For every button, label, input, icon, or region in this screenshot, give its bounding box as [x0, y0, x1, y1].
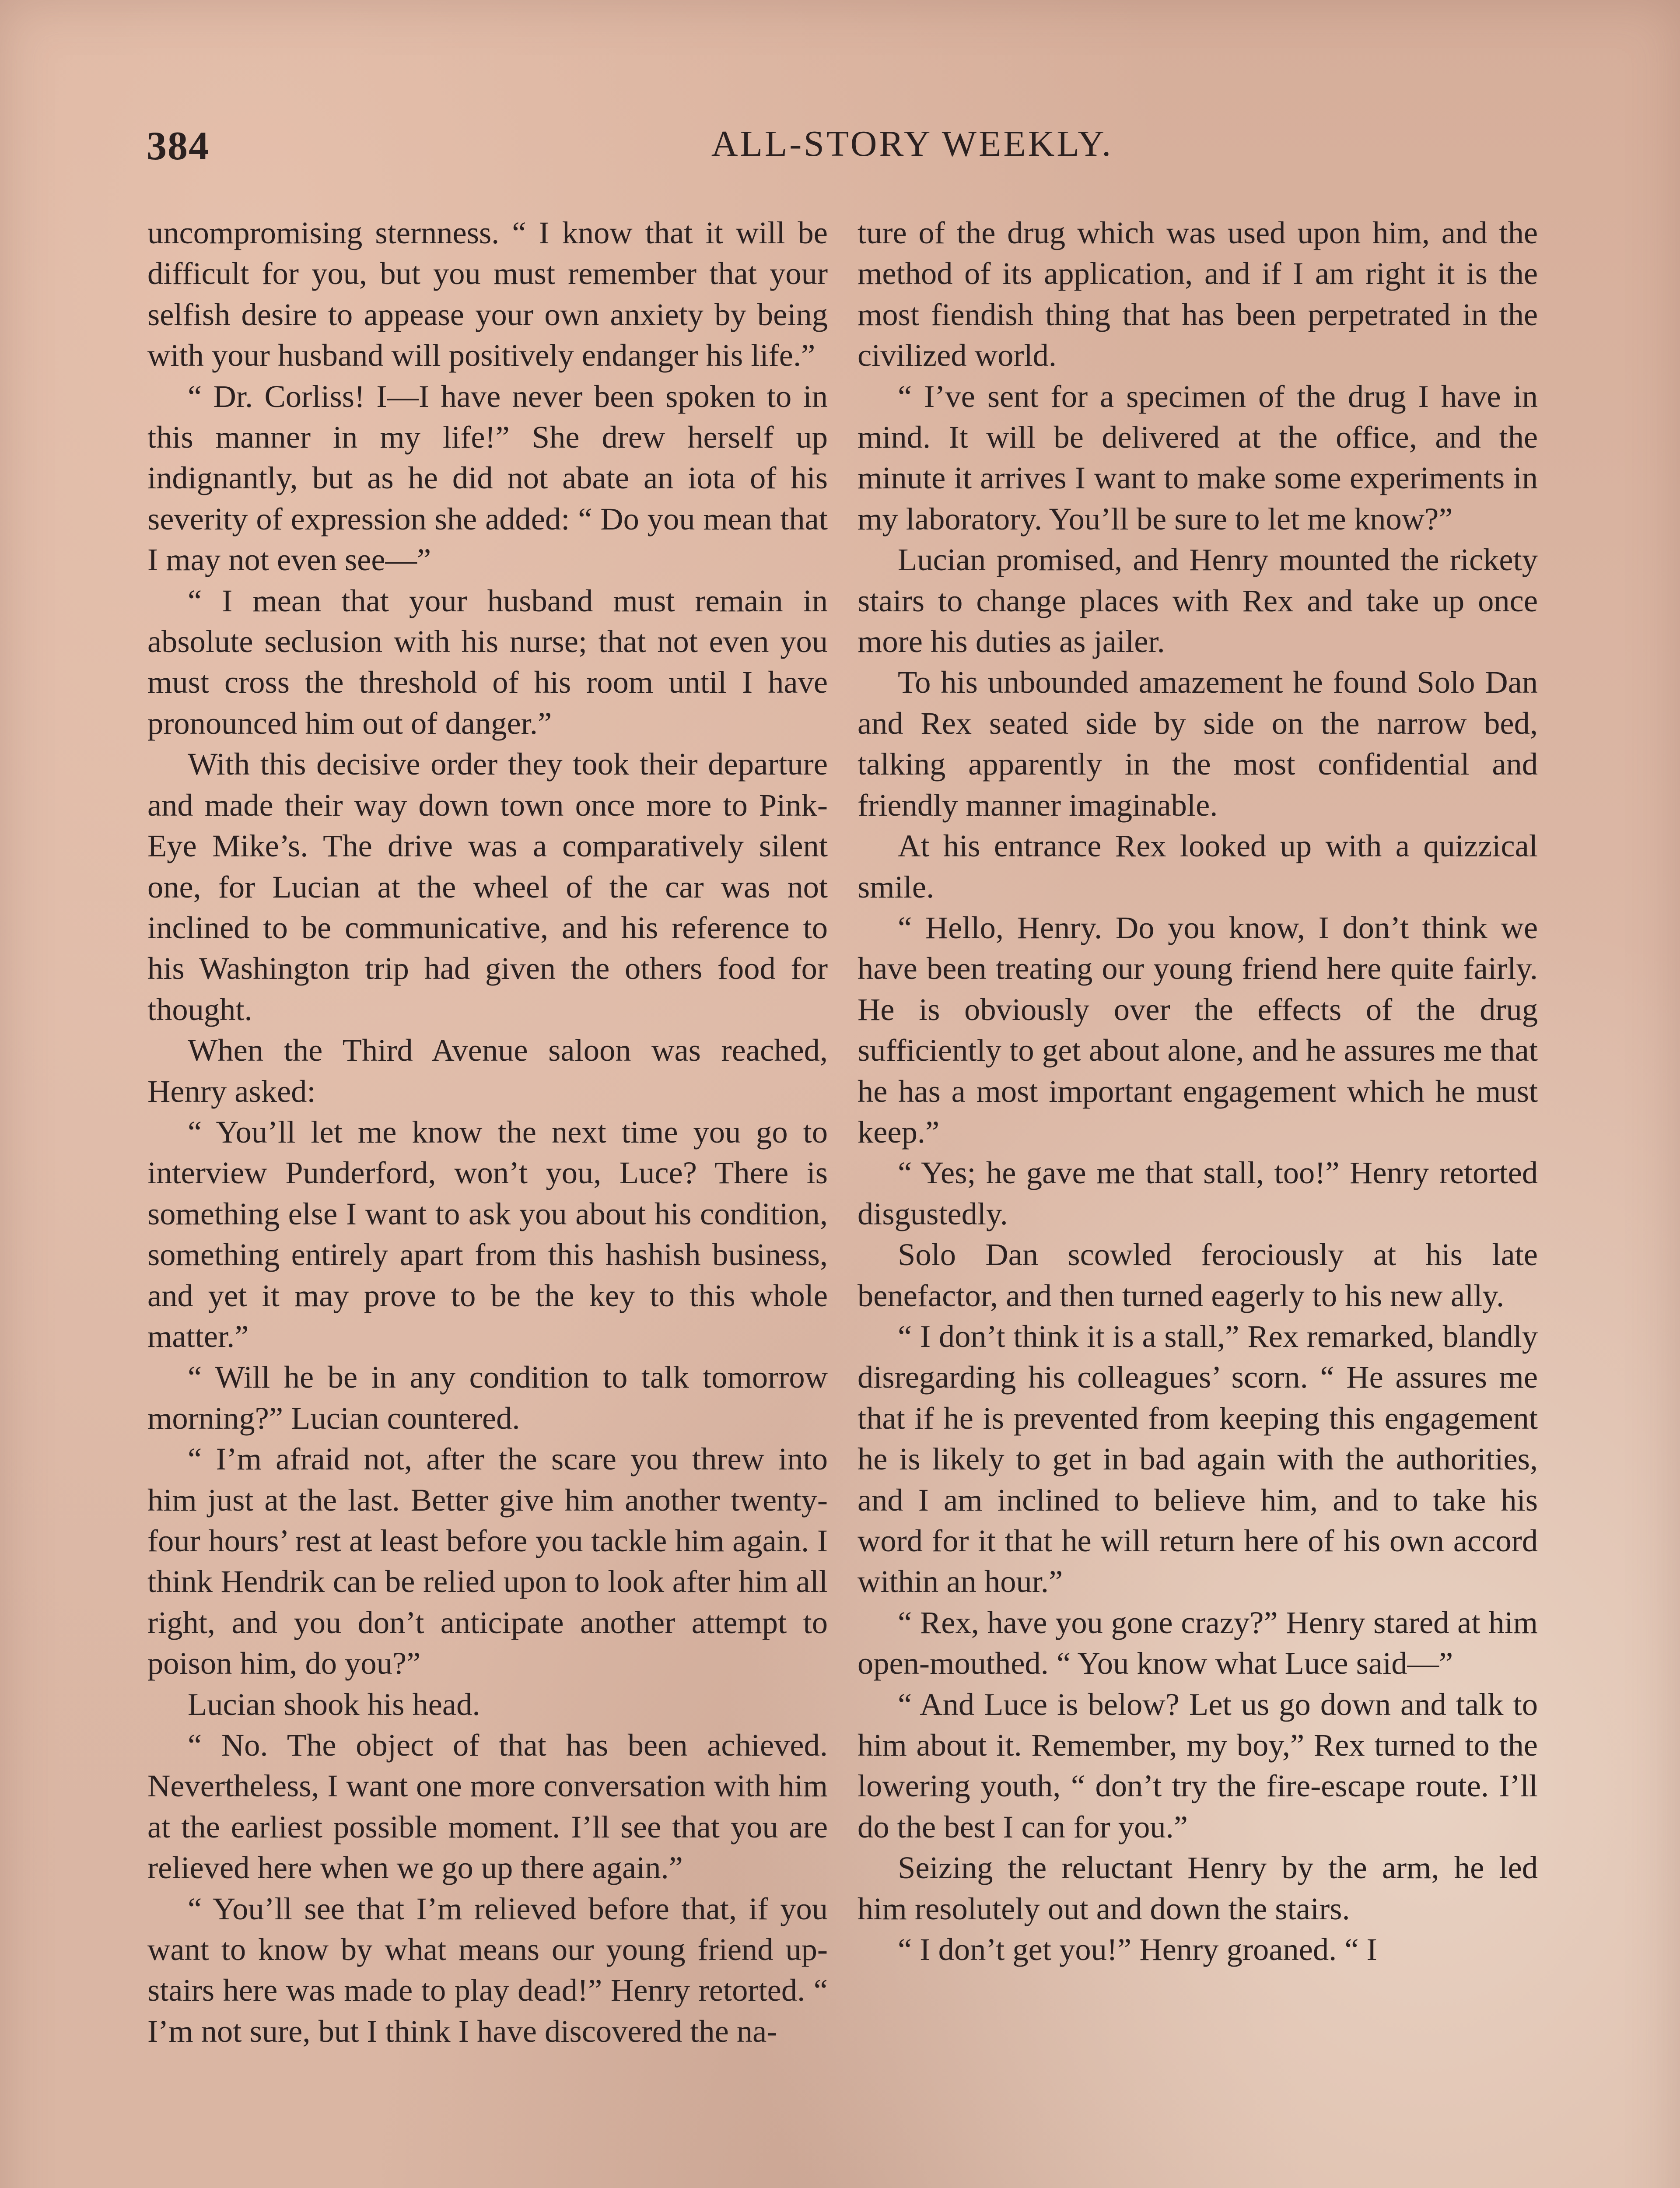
right-column: [858, 212, 1538, 1970]
paragraph: With this decisive order they took their departure and made their way down town once more to Pink-Eye Mike’s. The drive was a comparatively silent one, for Lucian at the wheel of the car was not inclined to be communicative, and his reference to his Washington trip had given the others food for thought.: [147, 746, 828, 1027]
paragraph: Solo Dan scowled ferociously at his late benefactor, and then turned eagerly to his new ally.: [858, 1237, 1538, 1313]
paragraph: “ And Luce is below? Let us go down and talk to him about it. Remember, my boy,” Rex turned to the lowering youth, “ don’t try the fire-escape route. I’ll do the best I can for you.”: [858, 1686, 1538, 1844]
paragraph: “ Yes; he gave me that stall, too!” Henry retorted disgustedly.: [858, 1155, 1538, 1231]
paragraph: Lucian promised, and Henry mounted the rickety stairs to change places with Rex and take up once more his duties as jailer.: [858, 542, 1538, 659]
paragraph: uncompromising sternness. “ I know that it will be difficult for you, but you must remember that your selfish desire to appease your own anxiety by being with your husband will positively endanger his life.”: [147, 215, 828, 373]
paragraph: At his entrance Rex looked up with a quizzical smile.: [858, 828, 1538, 905]
paragraph: “ Rex, have you gone crazy?” Henry stared at him open-mouthed. “ You know what Luce said—”: [858, 1604, 1538, 1681]
left-column: [147, 212, 828, 2051]
paragraph: Seizing the reluctant Henry by the arm, he led him resolutely out and down the stairs.: [858, 1850, 1538, 1926]
paragraph: “ I mean that your husband must remain in absolute seclusion with his nurse; that not even you must cross the threshold of his room until I have pronounced him out of danger.”: [147, 582, 828, 741]
paragraph: When the Third Avenue saloon was reached, Henry asked:: [147, 1032, 828, 1109]
paragraph: “ You’ll see that I’m relieved before that, if you want to know by what means our young friend up-stairs here was made to play dead!” Henry retorted. “ I’m not sure, but I think I have discovered the na-: [147, 1890, 828, 2049]
paragraph: “ Hello, Henry. Do you know, I don’t think we have been treating our young friend here quite fairly. He is obviously over the effects of the drug sufficiently to get about alone, and he assures me that he has a most important engagement which he must keep.”: [858, 909, 1538, 1150]
paragraph: “ I don’t get you!” Henry groaned. “ I: [898, 1932, 1377, 1967]
paragraph: Lucian shook his head.: [188, 1686, 480, 1722]
paragraph: “ You’ll let me know the next time you go to interview Punderford, won’t you, Luce? There is something else I want to ask you about his condition, something entirely apart from this hashish business, and yet it may prove to be the key to this whole matter.”: [147, 1114, 828, 1354]
paragraph: “ I don’t think it is a stall,” Rex remarked, blandly disregarding his colleagues’ scorn. “ He assures me that if he is prevented from keeping this engagement he is likely to get in bad again with the authorities, and I am inclined to believe him, and to take his word for it that he will return here of his own accord within an hour.”: [858, 1318, 1538, 1599]
paragraph: ture of the drug which was used upon him, and the method of its application, and if I am right it is the most fiendish thing that has been perpetrated in the civilized world.: [858, 215, 1538, 373]
page-number: 384: [147, 123, 210, 168]
page-header: [147, 123, 1555, 188]
paragraph: To his unbounded amazement he found Solo Dan and Rex seated side by side on the narrow bed, talking apparently in the most confidential and friendly manner imaginable.: [858, 664, 1538, 823]
running-title: ALL-STORY WEEKLY.: [711, 123, 1113, 164]
paragraph: “ Dr. Corliss! I—I have never been spoken to in this manner in my life!” She drew herself up indignantly, but as he did not abate an iota of his severity of expression she added: “ Do you mean that I may not even see—”: [147, 378, 828, 578]
paragraph: “ I’ve sent for a specimen of the drug I have in mind. It will be delivered at the office, and the minute it arrives I want to make some experiments in my laboratory. You’ll be sure to let me know?”: [858, 378, 1538, 536]
paragraph: “ Will he be in any condition to talk tomorrow morning?” Lucian countered.: [147, 1359, 828, 1436]
paragraph: “ No. The object of that has been achieved. Nevertheless, I want one more conversation with him at the earliest possible moment. I’ll see that you are relieved here when we go up there again.”: [147, 1727, 828, 1886]
paragraph: “ I’m afraid not, after the scare you threw into him just at the last. Better give him another twenty-four hours’ rest at least before you tackle him again. I think Hendrik can be relied upon to look after him all right, and you don’t anticipate another attempt to poison him, do you?”: [147, 1441, 828, 1681]
